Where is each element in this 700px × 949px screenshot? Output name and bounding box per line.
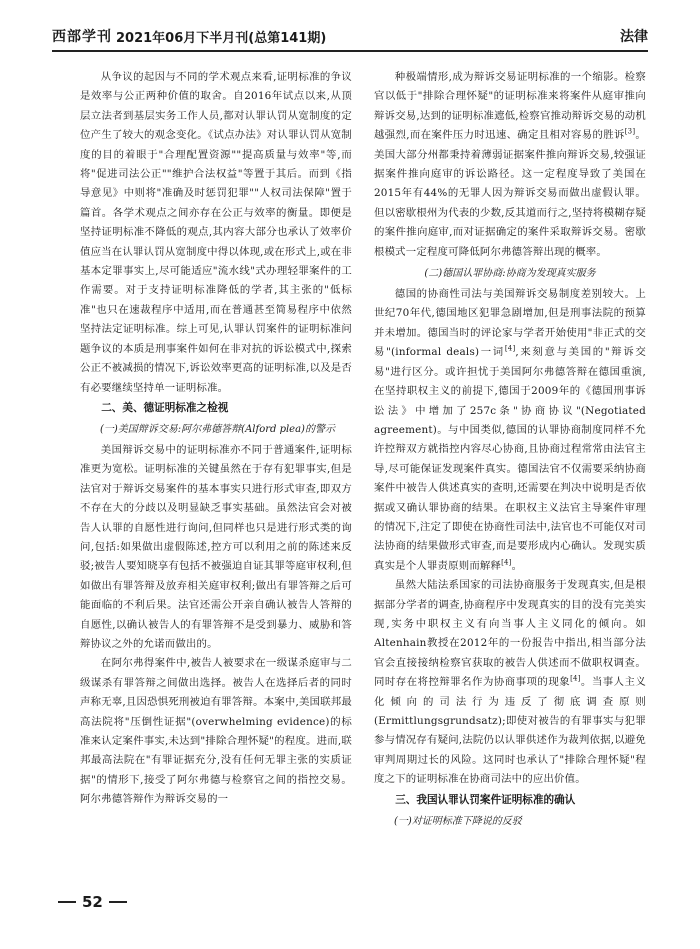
section-name: 法律 — [620, 29, 648, 45]
page-header — [52, 18, 648, 52]
journal-name: 西部学刊 — [52, 29, 112, 45]
subsection-heading: (一)对证明标准下降说的反驳 — [394, 815, 522, 827]
section-heading: 三、我国认罪认罚案件证明标准的确认 — [395, 793, 576, 806]
paragraph — [374, 68, 646, 262]
subsection-heading: (二)德国认罪协商:协商为发现真实服务 — [424, 268, 596, 280]
paragraph-text: 。美国大部分州都秉持着薄弱证据案件推向辩诉交易,较强证据案件推向庭审的诉讼路径。这一定程度导致了美国在2015年有44%的无罪人因为辩诉交易而做出虚假认罪。但以密歇根州为代表的少数,反其道而行之,坚持将模糊存疑的案件推向庭审,而对证据确定的案件采取辩诉交易。密歇根模式一定程度可降低阿尔弗德答辩出现的概率。 — [374, 129, 646, 258]
paragraph-text: ,来刻意与美国的"辩诉交易"进行区分。或许担忧于美国阿尔弗德答辩在德国重演,在坚持职权主义的前提下,德国于2009年的《德国刑事诉讼法》中增加了257c条"协商协议"(Negotiated agreement)。与中国类似,德国的认罪协商制度同样不允许控辩双方就指控内容尽心协商,且协商过程常常由法官主导,尽可能保证发现案件真实。德国法官不仅需要采纳协商案件中被告人供述真实的查明,还需要在判决中说明是否依据或又确认罪协商的结果。在职权主义法官主导案件审理的情况下,注定了即使在协商性司法中,法官也不可能仅对司法协商的结果做形式审查,而是要形成内心确认。发现实质真实是个人罪责原则而解释 — [374, 346, 646, 572]
issue-info: 2021年06月下半月刊(总第141期) — [116, 31, 327, 46]
paragraph: 在阿尔弗得案件中,被告人被要求在一级谋杀庭审与二级谋杀有罪答辩之间做出选择。被告人在选择后者的同时声称无辜,且因恐惧死刑被迫有罪答辩。本案中,美国联邦最高法院将"压倒性证据"(overwhelming evidence)的标准来认定案件事实,未达到"排除合理怀疑"的程度。进而,联邦最高法院在"有罪证据充分,没有任何无罪主张的实质证据"的情形下,接受了阿尔弗德与检察官之间的指控交易。阿尔弗德答辩作为辩诉交易的一 — [80, 657, 352, 806]
paragraph-text: 德国的协商性司法与美国辩诉交易制度差别较大。上世纪70年代,德国地区犯罪急剧增加,但是刑事法院的预算并未增加。德国当时的评论家与学者开始使用"非正式的交易"(informal deals)一词 — [374, 288, 646, 359]
paragraph: 从争议的起因与不同的学术观点来看,证明标准的争议是效率与公正两种价值的取舍。自2016年试点以来,从顶层立法者到基层实务工作人员,都对认罪认罚从宽制度的定位产生了较大的观念变化。《试点办法》对认罪认罚从宽制度的目的着眼于"合理配置资源""提高质量与效率"等,而将"促进司法公正""维护合法权益"等置于其后。而到《指导意见》中则将"准确及时惩罚犯罪""人权司法保障"置于篇首。各学术观点之间亦存在公正与效率的衡量。即便是坚持证明标准不降低的观点,其内容大部分也承认了效率价值应当在认罪认罚从宽制度中得以体现,或在形式上,或在非基本定罪事实上,尽可能适应"流水线"式办理轻罪案件的工作需要。对于支持证明标准降低的学者,其主张的"低标准"也只在速裁程序中适用,而在普通甚至简易程序中依然坚持法定证明标准。综上可见,认罪认罚案件的证明标准问题争议的本质是刑事案件如何在非对抗的诉讼模式中,探索公正不被减损的情况下,诉讼效率更高的证明标准,以及是否有必要继续坚持单一证明标准。 — [80, 71, 352, 394]
footer-dash — [58, 901, 76, 903]
citation-ref: [4] — [570, 674, 581, 683]
paragraph — [374, 285, 646, 576]
subsection-heading: (一)美国辩诉交易:阿尔弗德答辩(Alford plea)的警示 — [100, 423, 335, 435]
citation-ref: [4] — [501, 558, 512, 567]
citation-ref: [3] — [624, 127, 636, 136]
citation-ref: [4] — [504, 344, 516, 353]
footer-dash — [109, 901, 127, 903]
left-column — [80, 68, 352, 888]
paragraph-text: 种极端情形,成为辩诉交易证明标准的一个缩影。检察官以低于"排除合理怀疑"的证明标准来将案件从庭审推向辩诉交易,达到的证明标准遮低,检察官推动辩诉交易的动机越强烈,而在案件压力时迅速、确定且相对容易的胜诉 — [374, 71, 646, 142]
paragraph: 美国辩诉交易中的证明标准亦不同于普通案件,证明标准更为宽松。证明标准的关键虽然在于存有犯罪事实,但是法官对于辩诉交易案件的基本事实只进行形式审查,即双方不存在大的分歧以及明显缺乏事实基础。虽然法官会对被告人认罪的自愿性进行询问,但同样也只是进行形式类的询问,包括:如果做出虚假陈述,控方可以利用之前的陈述来反驳;被告人要知晓享有包括不被强迫自证其罪等庭审权利,但如做出有罪答辩及放弃相关庭审权利;做出有罪答辩之后可能面临的不利后果。法官还需公开亲自确认被告人答辩的自愿性,以确认被告人的有罪答辩不是受到暴力、威胁和答辩协议之外的允诺而做出的。 — [80, 443, 352, 650]
header-left — [52, 26, 326, 50]
paragraph-text: 。 — [511, 559, 523, 572]
paragraph-text: 。当事人主义化倾向的司法行为违反了彻底调查原则(Ermittlungsgrundsatz);即使对被告的有罪事实与犯罪参与情况存有疑问,法院仍以认罪供述作为裁判依据,以避免审判周期过长的风险。这同时也承认了"排除合理怀疑"程度之下的证明标准在协商司法中的应出价值。 — [374, 676, 646, 786]
body-columns — [80, 68, 646, 888]
right-column — [374, 68, 646, 888]
page-footer — [52, 893, 133, 911]
section-heading: 二、美、德证明标准之检视 — [101, 401, 229, 414]
page-number: 52 — [82, 893, 103, 911]
paragraph-text: 虽然大陆法系国家的司法协商服务于发现真实,但是根据部分学者的调查,协商程序中发现真实的目的没有完美实现,实务中职权主义有向当事人主义同化的倾向。如Altenhain教授在2012年的一份报告中指出,相当部分法官会直接接纳检察官获取的被告人供述而不做职权调查。同时存在将控辩罪名作为协商事项的现象 — [374, 579, 646, 689]
paragraph — [374, 576, 646, 789]
